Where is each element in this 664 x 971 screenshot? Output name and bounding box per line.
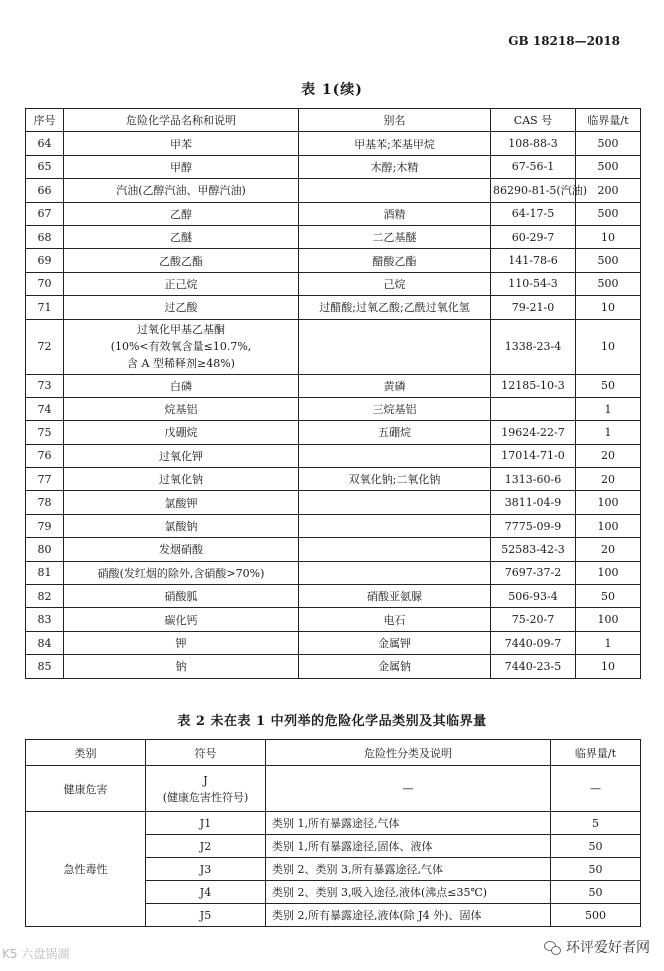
table1-row <box>26 225 641 248</box>
table1-cas-cell: 86290-81-5(汽油) <box>491 179 576 202</box>
table2-description-cell: 类别 2、类别 3,吸入途径,液体(沸点≤35℃) <box>266 881 551 904</box>
table2-header-row <box>26 740 641 766</box>
table1-name-cell: 乙酸乙酯 <box>64 249 299 272</box>
table1-no-cell: 80 <box>26 538 64 561</box>
table1-header-row <box>26 109 641 132</box>
table1-row <box>26 179 641 202</box>
table1-cas-cell: 67-56-1 <box>491 155 576 178</box>
table1-cas-cell: 79-21-0 <box>491 296 576 319</box>
table2-symbol-cell <box>146 766 266 812</box>
table1-no-cell: 70 <box>26 272 64 295</box>
table1-row <box>26 202 641 225</box>
table1-name-cell: 硝酸胍 <box>64 585 299 608</box>
table1-cas-cell: 110-54-3 <box>491 272 576 295</box>
table1-no-cell: 76 <box>26 444 64 467</box>
table1-alias-cell <box>299 538 491 561</box>
table2-description-cell: 类别 2,所有暴露途径,液体(除 J4 外)、固体 <box>266 904 551 927</box>
table1-row <box>26 397 641 420</box>
watermark-right-text: 环评爱好者网 <box>566 940 650 956</box>
table1-no-cell: 78 <box>26 491 64 514</box>
table2-quantity-cell: 50 <box>551 881 641 904</box>
table1-quantity-cell: 100 <box>576 491 641 514</box>
table1-no-cell: 69 <box>26 249 64 272</box>
table2-symbol-cell: J2 <box>146 835 266 858</box>
table1-cas-cell: 1338-23-4 <box>491 319 576 374</box>
table1-cas-cell: 12185-10-3 <box>491 374 576 397</box>
table1-quantity-cell: 1 <box>576 631 641 654</box>
table1-alias-cell <box>299 514 491 537</box>
table1-alias-cell: 双氧化钠;二氧化钠 <box>299 468 491 491</box>
table1-name-cell: 戊硼烷 <box>64 421 299 444</box>
table1-alias-cell: 三烷基铝 <box>299 397 491 420</box>
table1-no-cell: 77 <box>26 468 64 491</box>
table2-quantity-cell: 50 <box>551 858 641 881</box>
table1-quantity-cell: 10 <box>576 225 641 248</box>
table1-name-cell: 钠 <box>64 655 299 678</box>
table1-quantity-cell: 500 <box>576 272 641 295</box>
table1-cas-cell: 7440-23-5 <box>491 655 576 678</box>
table1-row <box>26 655 641 678</box>
table1-quantity-cell: 20 <box>576 538 641 561</box>
table1-quantity-cell: 20 <box>576 444 641 467</box>
table1-row <box>26 132 641 155</box>
table1-name-cell: 甲苯 <box>64 132 299 155</box>
table1-name-cell: 甲醇 <box>64 155 299 178</box>
table1-alias-cell: 电石 <box>299 608 491 631</box>
table1-row <box>26 155 641 178</box>
table1-no-cell: 72 <box>26 319 64 374</box>
table1-name-cell: 白磷 <box>64 374 299 397</box>
table1-alias-cell: 二乙基醚 <box>299 225 491 248</box>
table1-cas-cell: 7697-37-2 <box>491 561 576 584</box>
table1-cas-cell: 75-20-7 <box>491 608 576 631</box>
table1-name-cell: 烷基铝 <box>64 397 299 420</box>
table1-cas-cell: 1313-60-6 <box>491 468 576 491</box>
table2-body <box>26 766 641 927</box>
table1-name-cell: 正己烷 <box>64 272 299 295</box>
table1-no-cell: 84 <box>26 631 64 654</box>
table1-cas-cell: 108-88-3 <box>491 132 576 155</box>
table1-alias-cell <box>299 319 491 374</box>
table1-quantity-cell: 100 <box>576 561 641 584</box>
table1-name-cell: 氯酸钾 <box>64 491 299 514</box>
table1-no-cell: 65 <box>26 155 64 178</box>
table1-no-cell: 83 <box>26 608 64 631</box>
table1-no-cell: 85 <box>26 655 64 678</box>
table2-row <box>26 812 641 835</box>
table1-alias-cell: 木醇;木精 <box>299 155 491 178</box>
table1-quantity-cell: 10 <box>576 296 641 319</box>
table1-no-cell: 82 <box>26 585 64 608</box>
table1-quantity-cell: 500 <box>576 132 641 155</box>
table1-no-cell: 81 <box>26 561 64 584</box>
table1-no-cell: 68 <box>26 225 64 248</box>
table1-row <box>26 444 641 467</box>
table1-name-cell: 硝酸(发红烟的除外,含硝酸>70%) <box>64 561 299 584</box>
table1-row <box>26 538 641 561</box>
table1-alias-cell: 黄磷 <box>299 374 491 397</box>
table2-description-cell: 类别 2、类别 3,所有暴露途径,气体 <box>266 858 551 881</box>
table2-row-health-hazard <box>26 766 641 812</box>
table1-cas-cell: 52583-42-3 <box>491 538 576 561</box>
table1-name-cell: 碳化钙 <box>64 608 299 631</box>
table1-alias-cell <box>299 561 491 584</box>
table1-alias-cell: 甲基苯;苯基甲烷 <box>299 132 491 155</box>
table1-cas-cell: 3811-04-9 <box>491 491 576 514</box>
table1-no-cell: 73 <box>26 374 64 397</box>
table1-no-cell: 66 <box>26 179 64 202</box>
table1-quantity-cell: 20 <box>576 468 641 491</box>
table1-quantity-cell: 10 <box>576 655 641 678</box>
table2-quantity-cell: — <box>551 766 641 812</box>
table1-cas-cell: 19624-22-7 <box>491 421 576 444</box>
table1-name-cell: 过乙酸 <box>64 296 299 319</box>
table2-category-cell: 急性毒性 <box>26 812 146 927</box>
table1-alias-cell: 硝酸亚氨脲 <box>299 585 491 608</box>
table1-row <box>26 421 641 444</box>
table1-row <box>26 272 641 295</box>
table2 <box>25 739 641 927</box>
table1-name-cell: 乙醇 <box>64 202 299 225</box>
table1-header-cell: 临界量/t <box>576 109 641 132</box>
table1-header-cell: CAS 号 <box>491 109 576 132</box>
table2-description-cell: — <box>266 766 551 812</box>
table1-cas-cell: 64-17-5 <box>491 202 576 225</box>
table1-alias-cell: 金属钠 <box>299 655 491 678</box>
table1-name-cell: 钾 <box>64 631 299 654</box>
table2-description-cell: 类别 1,所有暴露途径,固体、液体 <box>266 835 551 858</box>
table1-row <box>26 296 641 319</box>
table2-symbol-cell: J4 <box>146 881 266 904</box>
table1-row <box>26 249 641 272</box>
table1-no-cell: 71 <box>26 296 64 319</box>
table1-alias-cell: 金属钾 <box>299 631 491 654</box>
table1-name-cell: 过氧化钾 <box>64 444 299 467</box>
table1-no-cell: 64 <box>26 132 64 155</box>
table2-title: 表 2 未在表 1 中列举的危险化学品类别及其临界量 <box>177 714 487 729</box>
table1-alias-cell <box>299 491 491 514</box>
table1-alias-cell: 己烷 <box>299 272 491 295</box>
table2-quantity-cell: 500 <box>551 904 641 927</box>
table1-alias-cell <box>299 444 491 467</box>
table1-row <box>26 608 641 631</box>
table2-quantity-cell: 5 <box>551 812 641 835</box>
table1-quantity-cell: 200 <box>576 179 641 202</box>
table1-no-cell: 79 <box>26 514 64 537</box>
table2-symbol-cell: J3 <box>146 858 266 881</box>
table1-row <box>26 468 641 491</box>
table2-symbol-cell: J1 <box>146 812 266 835</box>
table1-alias-cell: 醋酸乙酯 <box>299 249 491 272</box>
table2-symbol-cell: J5 <box>146 904 266 927</box>
health-hazard-symbol-note: (健康危害性符号) <box>162 790 249 804</box>
table1-no-cell: 67 <box>26 202 64 225</box>
table1-name-cell: 发烟硝酸 <box>64 538 299 561</box>
table1-quantity-cell: 1 <box>576 397 641 420</box>
table1-row <box>26 561 641 584</box>
watermark-left: K5 六盘锅湖 <box>2 947 70 961</box>
watermark-right <box>544 937 650 957</box>
table1-quantity-cell: 500 <box>576 155 641 178</box>
table1-header-cell: 危险化学品名称和说明 <box>64 109 299 132</box>
table2-header-cell: 类别 <box>26 740 146 766</box>
table1-quantity-cell: 100 <box>576 608 641 631</box>
table1-cas-cell <box>491 397 576 420</box>
table2-quantity-cell: 50 <box>551 835 641 858</box>
table1-quantity-cell: 500 <box>576 249 641 272</box>
table1-row <box>26 514 641 537</box>
table1-row <box>26 374 641 397</box>
table1-alias-cell <box>299 179 491 202</box>
table1-title: 表 1(续) <box>301 82 363 98</box>
standard-code: GB 18218—2018 <box>508 34 620 48</box>
table1-quantity-cell: 50 <box>576 585 641 608</box>
table1-header-cell: 序号 <box>26 109 64 132</box>
table1-quantity-cell: 1 <box>576 421 641 444</box>
table1-name-cell: 乙醚 <box>64 225 299 248</box>
table2-header-cell: 符号 <box>146 740 266 766</box>
table1-name-cell: 汽油(乙醇汽油、甲醇汽油) <box>64 179 299 202</box>
table1-row <box>26 491 641 514</box>
table1-cas-cell: 506-93-4 <box>491 585 576 608</box>
table1 <box>25 108 641 679</box>
table1-header-cell: 别名 <box>299 109 491 132</box>
table1-row <box>26 585 641 608</box>
table1-no-cell: 75 <box>26 421 64 444</box>
table2-description-cell: 类别 1,所有暴露途径,气体 <box>266 812 551 835</box>
health-hazard-symbol: J <box>203 773 208 787</box>
table1-name-cell: 过氧化甲基乙基酮 (10%<有效氧含量≤10.7%, 含 A 型稀释剂≥48%) <box>64 319 299 374</box>
table1-row <box>26 319 641 374</box>
table2-category-cell: 健康危害 <box>26 766 146 812</box>
table1-body <box>26 132 641 678</box>
table1-cas-cell: 17014-71-0 <box>491 444 576 467</box>
table1-quantity-cell: 50 <box>576 374 641 397</box>
table1-cas-cell: 60-29-7 <box>491 225 576 248</box>
table1-quantity-cell: 500 <box>576 202 641 225</box>
table1-alias-cell: 过醋酸;过氧乙酸;乙酰过氧化氢 <box>299 296 491 319</box>
table1-quantity-cell: 10 <box>576 319 641 374</box>
table1-cas-cell: 7440-09-7 <box>491 631 576 654</box>
table1-alias-cell: 五硼烷 <box>299 421 491 444</box>
table1-cas-cell: 141-78-6 <box>491 249 576 272</box>
table1-alias-cell: 酒精 <box>299 202 491 225</box>
table1-name-cell: 氯酸钠 <box>64 514 299 537</box>
table2-header-cell: 危险性分类及说明 <box>266 740 551 766</box>
table1-quantity-cell: 100 <box>576 514 641 537</box>
table1-cas-cell: 7775-09-9 <box>491 514 576 537</box>
table2-header-cell: 临界量/t <box>551 740 641 766</box>
table1-name-cell: 过氧化钠 <box>64 468 299 491</box>
wechat-icon <box>544 940 562 954</box>
table1-no-cell: 74 <box>26 397 64 420</box>
table1-row <box>26 631 641 654</box>
